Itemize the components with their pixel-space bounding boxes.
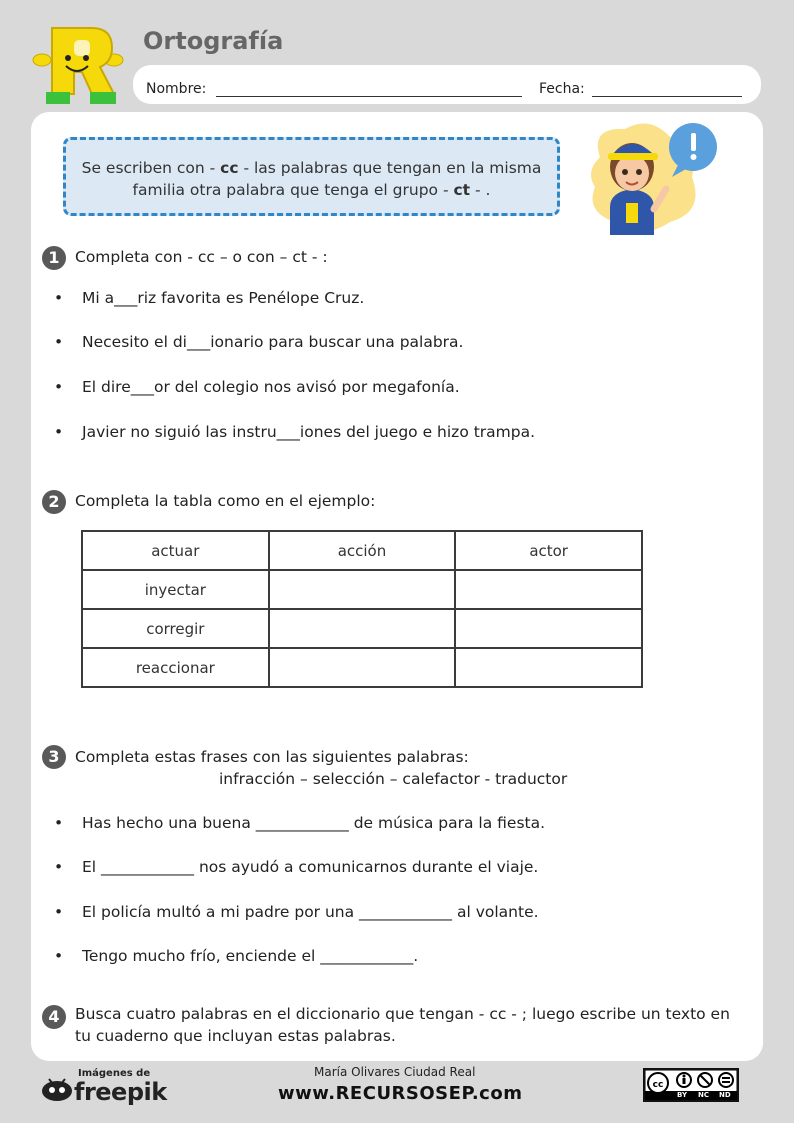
question-2-text: Completa la tabla como en el ejemplo: xyxy=(75,492,376,510)
q3-item: • El ____________ nos ayudó a comunicarnos durante el viaje. xyxy=(54,858,539,876)
table-cell: actor xyxy=(455,531,642,570)
question-3-badge: 3 xyxy=(42,745,66,769)
q3-item: • El policía multó a mi padre por una ____________ al volante. xyxy=(54,903,539,921)
q1-item: • Javier no siguió las instru___iones del juego e hizo trampa. xyxy=(54,423,536,441)
table-row xyxy=(82,570,642,609)
freepik-caption: Imágenes de xyxy=(78,1068,151,1079)
svg-text:cc: cc xyxy=(652,1080,664,1090)
q3-item: • Has hecho una buena ____________ de música para la fiesta. xyxy=(54,814,546,832)
rule-box xyxy=(63,137,560,216)
girl-illustration xyxy=(580,117,725,237)
freepik-icon xyxy=(40,1076,74,1102)
question-4-line-1: Busca cuatro palabras en el diccionario que tengan - cc - ; luego escribe un texto en xyxy=(75,1005,730,1023)
table-cell: corregir xyxy=(82,609,269,648)
freepik-credit xyxy=(40,1068,167,1108)
question-4-badge: 4 xyxy=(42,1005,66,1029)
freepik-brand: freepik xyxy=(74,1078,167,1106)
table-cell-blank[interactable] xyxy=(455,570,642,609)
name-label: Nombre: xyxy=(146,81,207,97)
table-cell-blank[interactable] xyxy=(269,609,456,648)
license-nd: ND xyxy=(719,1091,731,1099)
table-cell-blank[interactable] xyxy=(269,648,456,687)
site-link[interactable]: www.RECURSOSEP.com xyxy=(278,1083,523,1104)
table-row xyxy=(82,531,642,570)
question-4-line-2: tu cuaderno que incluyan estas palabras. xyxy=(75,1027,396,1045)
table-cell: reaccionar xyxy=(82,648,269,687)
page-title: Ortografía xyxy=(143,27,284,55)
q1-item: • Necesito el di___ionario para buscar una palabra. xyxy=(54,333,464,351)
question-3-text: Completa estas frases con las siguientes palabras: xyxy=(75,748,469,766)
rule-line-2: familia otra palabra que tenga el grupo - ct - . xyxy=(132,181,491,199)
question-1-text: Completa con - cc – o con – ct - : xyxy=(75,248,328,266)
license-nc: NC xyxy=(698,1091,709,1099)
license-by: BY xyxy=(677,1091,688,1099)
question-2-badge: 2 xyxy=(42,490,66,514)
name-date-bar xyxy=(133,65,761,104)
table-cell-blank[interactable] xyxy=(455,648,642,687)
table-cell: actuar xyxy=(82,531,269,570)
name-field[interactable] xyxy=(216,96,522,97)
date-field[interactable] xyxy=(592,96,742,97)
q1-item: • El dire___or del colegio nos avisó por megafonía. xyxy=(54,378,460,396)
table-row xyxy=(82,648,642,687)
word-table xyxy=(81,530,643,688)
logo-r-mascot xyxy=(30,22,126,106)
table-cell-blank[interactable] xyxy=(269,570,456,609)
table-cell: inyectar xyxy=(82,570,269,609)
question-1-badge: 1 xyxy=(42,246,66,270)
author-credit: María Olivares Ciudad Real xyxy=(314,1065,476,1079)
date-label: Fecha: xyxy=(539,81,585,97)
q1-item: • Mi a___riz favorita es Penélope Cruz. xyxy=(54,289,365,307)
table-row xyxy=(82,609,642,648)
rule-line-1: Se escriben con - cc - las palabras que tengan en la misma xyxy=(81,159,542,177)
q3-item: • Tengo mucho frío, enciende el ____________. xyxy=(54,947,419,965)
table-cell: acción xyxy=(269,531,456,570)
question-3-word-list: infracción – selección – calefactor - traductor xyxy=(219,770,568,788)
table-cell-blank[interactable] xyxy=(455,609,642,648)
cc-license-badge xyxy=(643,1068,739,1102)
